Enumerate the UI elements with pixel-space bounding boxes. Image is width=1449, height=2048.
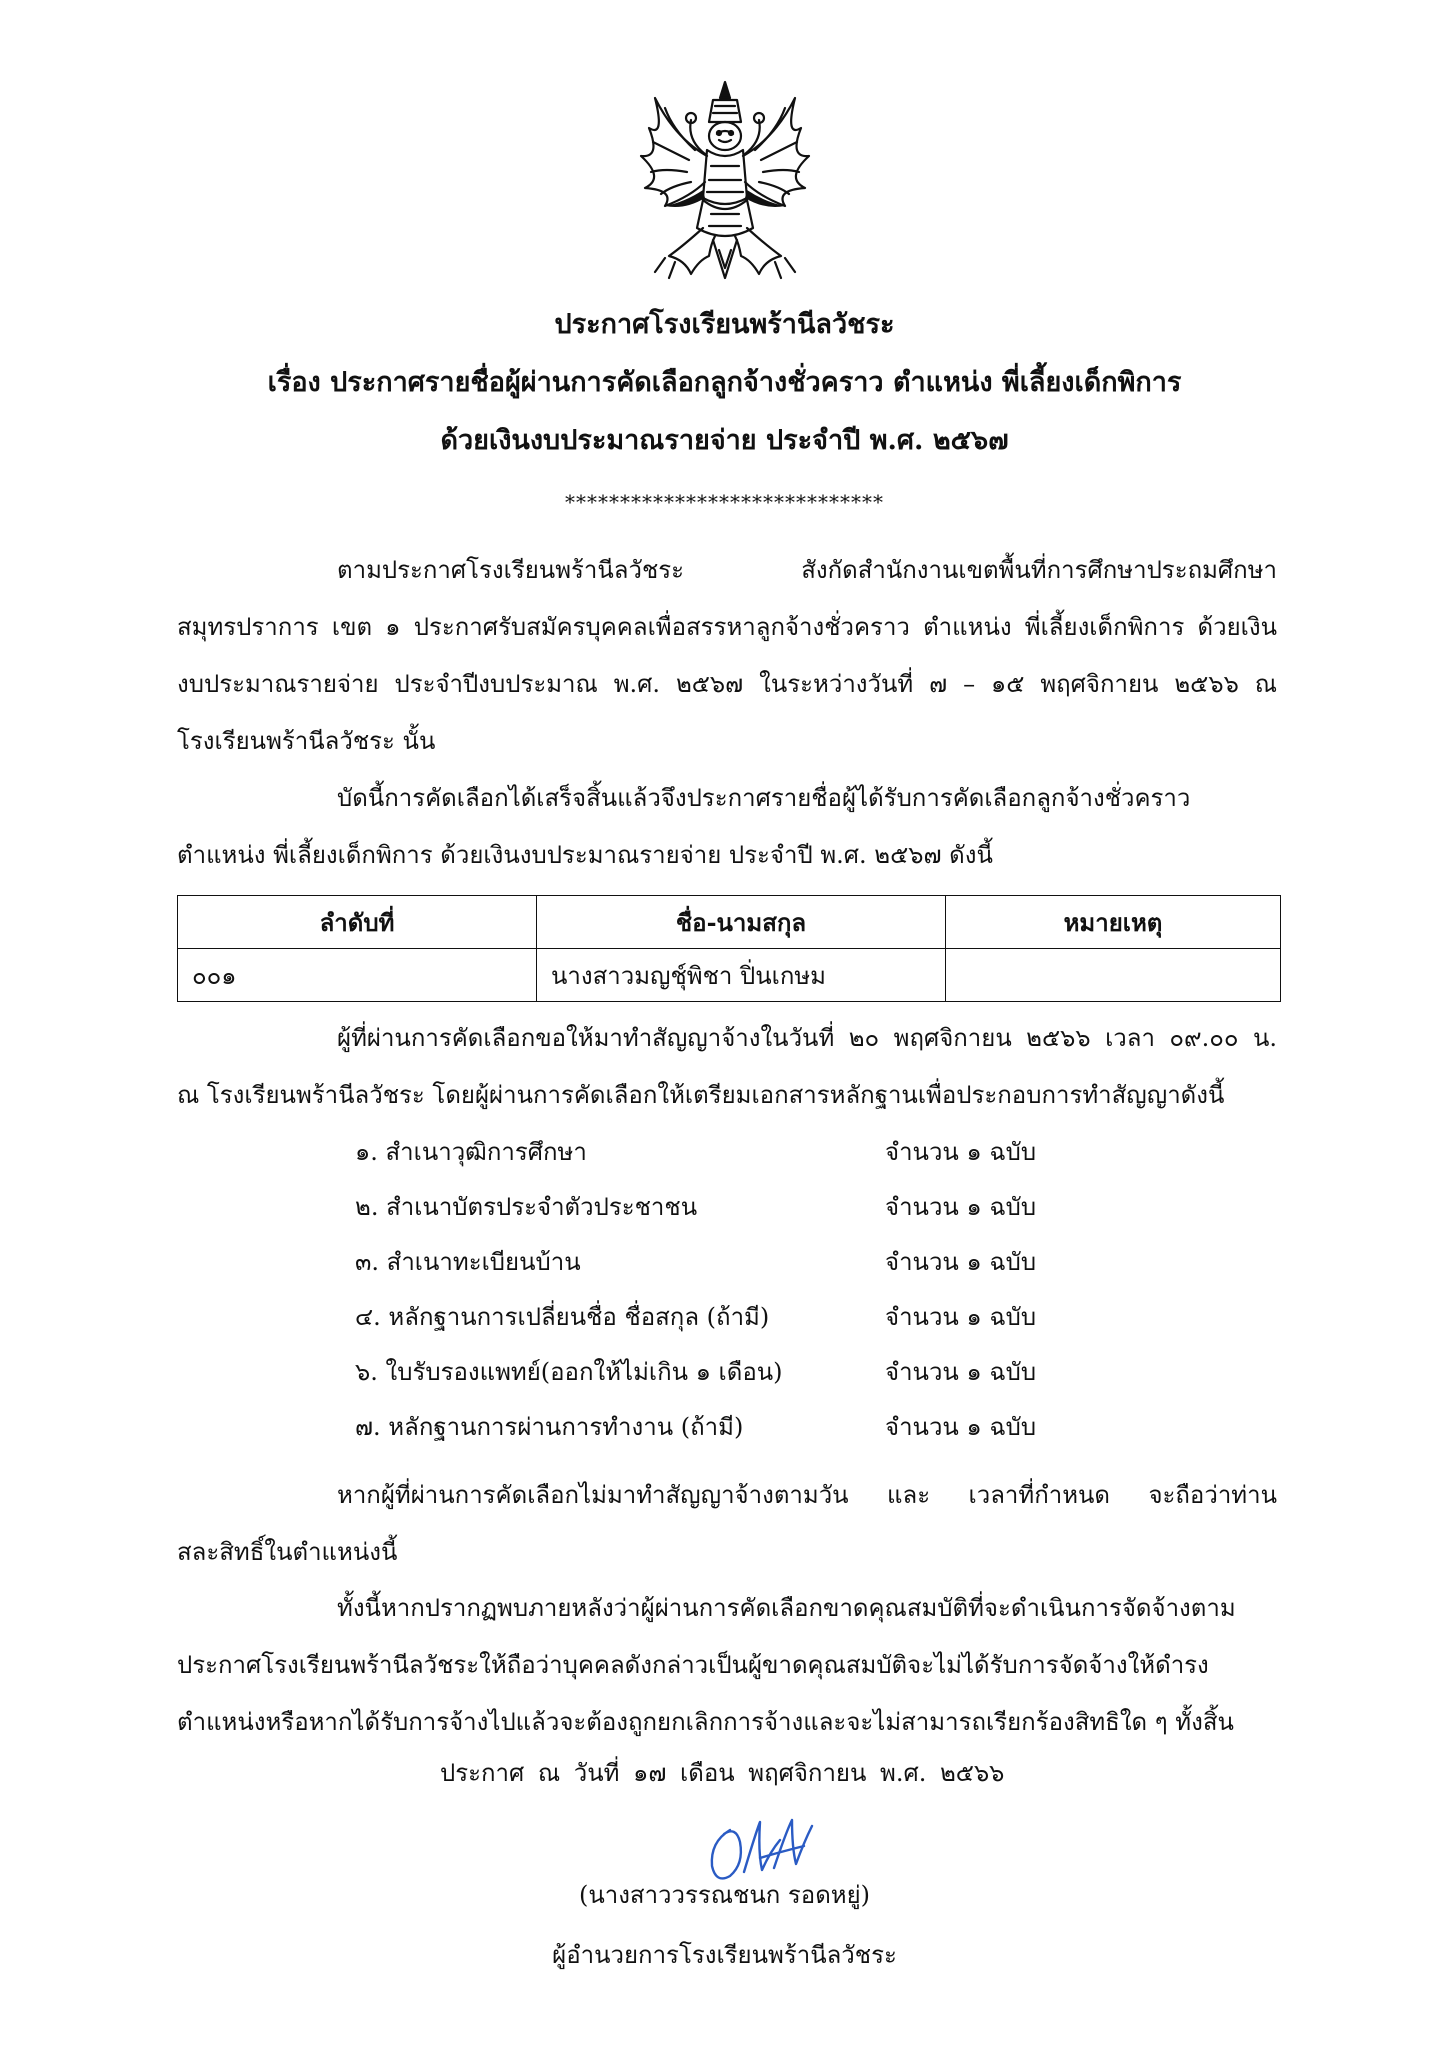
announcement-title: ประกาศโรงเรียนพร้านีลวัชระ xyxy=(554,309,895,340)
announce-line: บัดนี้การคัดเลือกได้เสร็จสิ้นแล้วจึงประกาศรายชื่อผู้ได้รับการคัดเลือกลูกจ้างชั่วคราว xyxy=(337,784,1191,812)
document-label: ๔. หลักฐานการเปลี่ยนชื่อ ชื่อสกุล (ถ้ามี) xyxy=(355,1303,770,1331)
table-row xyxy=(178,949,1281,1002)
announce-paragraph xyxy=(177,770,1277,884)
required-documents-list xyxy=(355,1125,1135,1455)
disqualify-line: ทั้งนี้หากปรากฏพบภายหลังว่าผู้ผ่านการคัดเลือกขาดคุณสมบัติที่จะดำเนินการจัดจ้างตาม xyxy=(337,1594,1236,1622)
cell-remark xyxy=(946,949,1281,1002)
forfeit-line: สละสิทธิ์ในตำแหน่งนี้ xyxy=(177,1538,398,1566)
document-label: ๓. สำเนาทะเบียนบ้าน xyxy=(355,1248,581,1276)
announce-line: ตำแหน่ง พี่เลี้ยงเด็กพิการ ด้วยเงินงบประมาณรายจ่าย ประจำปี พ.ศ. ๒๕๖๗ ดังนี้ xyxy=(177,841,993,869)
document-quantity: จำนวน ๑ ฉบับ xyxy=(885,1358,1037,1386)
contract-line: ผู้ที่ผ่านการคัดเลือกขอให้มาทำสัญญาจ้างในวันที่ ๒๐ พฤศจิกายน ๒๕๖๖ เวลา ๐๙.๐๐ น. xyxy=(337,1024,1277,1052)
forfeit-paragraph xyxy=(177,1467,1277,1581)
signer-name: (นางสาววรรณชนก รอดหยู่) xyxy=(578,1881,871,1909)
announcement-budget-line: ด้วยเงินงบประมาณรายจ่าย ประจำปี พ.ศ. ๒๕๖๗ xyxy=(440,425,1009,456)
list-item xyxy=(355,1180,1135,1235)
signer-position: ผู้อำนวยการโรงเรียนพร้านีลวัชระ xyxy=(552,1941,897,1969)
table-header-row xyxy=(178,896,1281,949)
disqualify-paragraph xyxy=(177,1580,1277,1751)
contract-line: ณ โรงเรียนพร้านีลวัชระ โดยผู้ผ่านการคัดเลือกให้เตรียมเอกสารหลักฐานเพื่อประกอบการทำสัญญาดังนี้ xyxy=(177,1081,1225,1109)
list-item xyxy=(355,1235,1135,1290)
document-label: ๖. ใบรับรองแพทย์(ออกให้ไม่เกิน ๑ เดือน) xyxy=(355,1358,783,1386)
intro-paragraph xyxy=(177,542,1277,770)
list-item xyxy=(355,1290,1135,1345)
intro-line: โรงเรียนพร้านีลวัชระ นั้น xyxy=(177,727,436,755)
document-label: ๒. สำเนาบัตรประจำตัวประชาชน xyxy=(355,1193,698,1221)
intro-line: งบประมาณรายจ่าย ประจำปีงบประมาณ พ.ศ. ๒๕๖๗ ในระหว่างวันที่ ๗ – ๑๕ พฤศจิกายน ๒๕๖๖ ณ xyxy=(177,670,1278,698)
document-label: ๑. สำเนาวุฒิการศึกษา xyxy=(355,1138,587,1166)
disqualify-line: ตำแหน่งหรือหากได้รับการจ้างไปแล้วจะต้องถูกยกเลิกการจ้างและจะไม่สามารถเรียกร้องสิทธิใด ๆ ทั้งสิ้น xyxy=(177,1708,1234,1736)
document-quantity: จำนวน ๑ ฉบับ xyxy=(885,1248,1037,1276)
column-header-remark: หมายเหตุ xyxy=(946,896,1281,949)
list-item xyxy=(355,1400,1135,1455)
document-quantity: จำนวน ๑ ฉบับ xyxy=(885,1138,1037,1166)
announcement-date: ประกาศ ณ วันที่ ๑๗ เดือน พฤศจิกายน พ.ศ. ๒๕๖๖ xyxy=(440,1759,1005,1787)
column-header-name: ชื่อ-นามสกุล xyxy=(537,896,946,949)
cell-order: ๐๐๑ xyxy=(178,949,537,1002)
forfeit-line: หากผู้ที่ผ่านการคัดเลือกไม่มาทำสัญญาจ้างตามวัน และ เวลาที่กำหนด จะถือว่าท่าน xyxy=(337,1481,1277,1509)
disqualify-line: ประกาศโรงเรียนพร้านีลวัชระให้ถือว่าบุคคลดังกล่าวเป็นผู้ขาดคุณสมบัติจะไม่ได้รับการจัดจ้างให้ดำรง xyxy=(177,1651,1209,1679)
selection-result-table xyxy=(177,895,1281,1002)
separator-stars: ***************************** xyxy=(565,490,884,514)
column-header-order: ลำดับที่ xyxy=(178,896,537,949)
list-item xyxy=(355,1125,1135,1180)
document-quantity: จำนวน ๑ ฉบับ xyxy=(885,1303,1037,1331)
intro-line: สมุทรปราการ เขต ๑ ประกาศรับสมัครบุคคลเพื่อสรรหาลูกจ้างชั่วคราว ตำแหน่ง พี่เลี้ยงเด็กพิการ ด้วยเงิน xyxy=(177,613,1277,641)
garuda-emblem-icon xyxy=(625,78,825,293)
cell-name: นางสาวมญชุ์พิชา ปิ่นเกษม xyxy=(537,949,946,1002)
document-quantity: จำนวน ๑ ฉบับ xyxy=(885,1413,1037,1441)
document-quantity: จำนวน ๑ ฉบับ xyxy=(885,1193,1037,1221)
contract-paragraph xyxy=(177,1010,1277,1124)
announcement-subject: เรื่อง ประกาศรายชื่อผู้ผ่านการคัดเลือกลูกจ้างชั่วคราว ตำแหน่ง พี่เลี้ยงเด็กพิการ xyxy=(267,367,1182,398)
list-item xyxy=(355,1345,1135,1400)
document-label: ๗. หลักฐานการผ่านการทำงาน (ถ้ามี) xyxy=(355,1413,744,1441)
intro-line: ตามประกาศโรงเรียนพร้านีลวัชระ สังกัดสำนักงานเขตพื้นที่การศึกษาประถมศึกษา xyxy=(337,556,1277,584)
